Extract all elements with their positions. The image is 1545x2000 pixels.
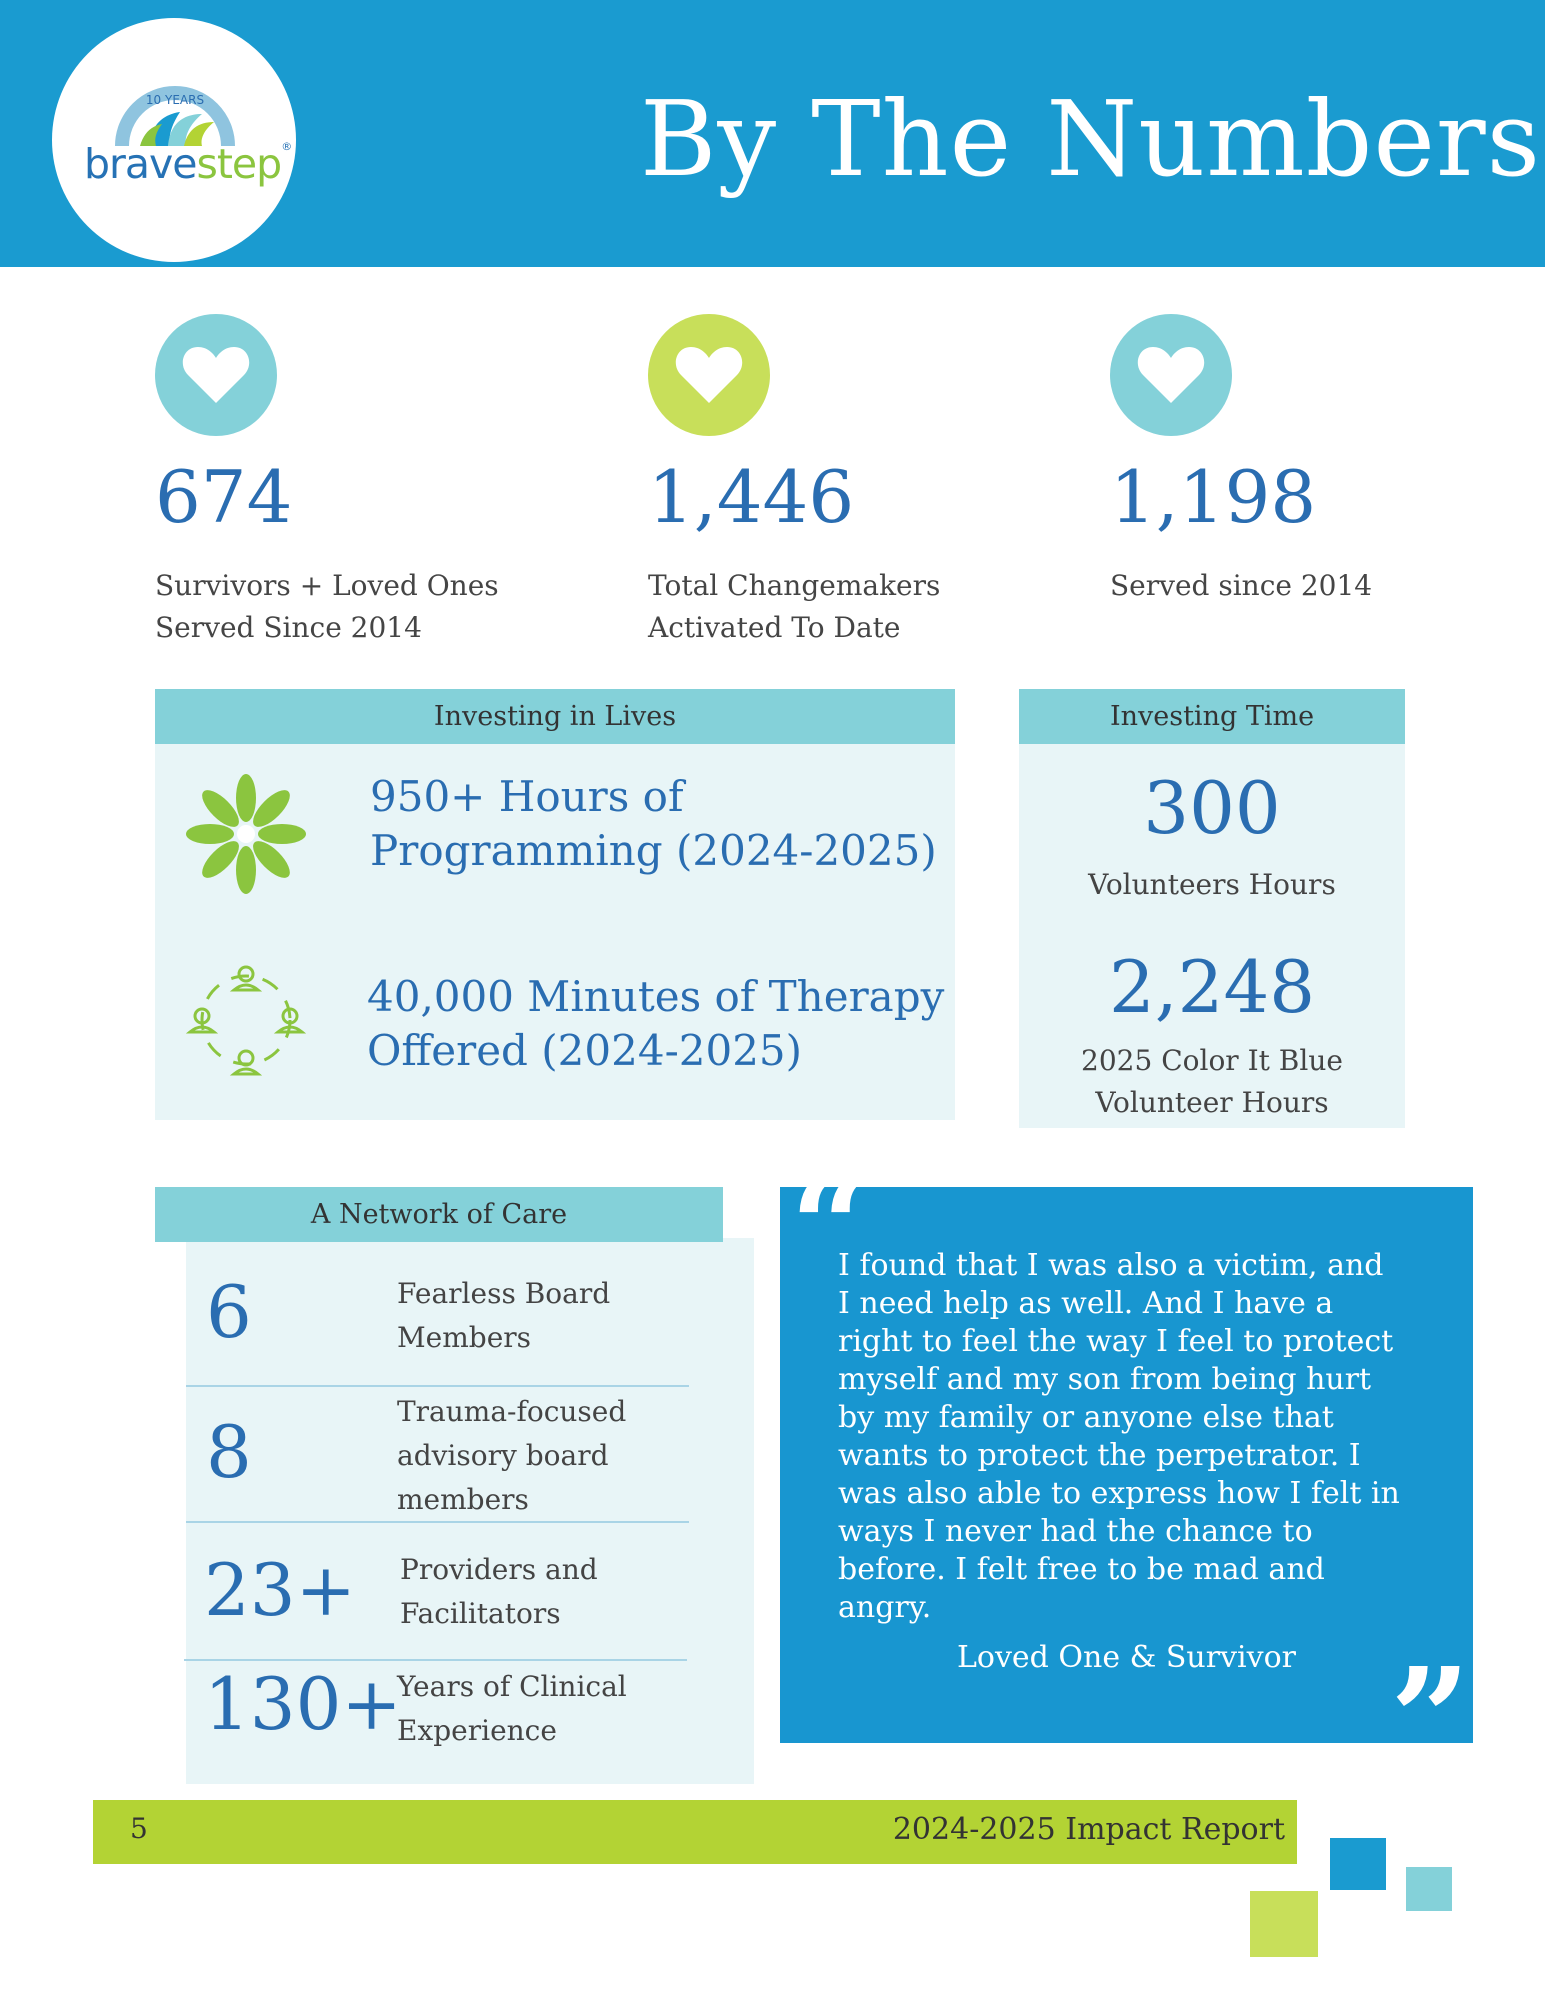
network-row-2-number: 8 (206, 1410, 252, 1494)
network-row-2-line2: advisory board (397, 1439, 609, 1472)
testimonial-text (838, 1247, 1418, 1627)
network-row-3-line1: Providers and (400, 1553, 598, 1586)
color-it-blue-label (1019, 1040, 1405, 1124)
network-row-4-line1: Years of Clinical (397, 1670, 627, 1703)
stat-1-label-line1: Survivors + Loved Ones (155, 569, 499, 602)
heart-icon (181, 343, 251, 407)
programming-hours-line2: Programming (2024-2025) (370, 826, 937, 875)
network-row-3-label (400, 1548, 598, 1636)
page-title: By The Numbers (640, 78, 1541, 200)
testimonial-line: by my family or anyone else that (838, 1400, 1334, 1435)
testimonial-line: ways I never had the chance to (838, 1514, 1313, 1549)
network-row-3-number: 23+ (204, 1548, 356, 1632)
network-row-1-line2: Members (397, 1321, 532, 1354)
network-heading: A Network of Care (155, 1187, 723, 1242)
group-circle-icon (184, 958, 308, 1082)
therapy-minutes-line2: Offered (2024-2025) (367, 1026, 803, 1075)
logo-wordmark (84, 140, 292, 188)
stat-3-label-line1: Served since 2014 (1110, 569, 1373, 602)
open-quote-icon: “ (790, 1146, 871, 1310)
heart-icon (1136, 343, 1206, 407)
close-quote-icon: ” (1390, 1638, 1471, 1802)
programming-hours-line1: 950+ Hours of (370, 772, 684, 821)
therapy-minutes-line1: 40,000 Minutes of Therapy (367, 972, 945, 1021)
color-it-blue-label-line2: Volunteer Hours (1095, 1086, 1329, 1119)
programming-hours-text (370, 770, 937, 878)
stat-1-label (155, 565, 499, 649)
volunteer-hours-number: 300 (1143, 766, 1281, 850)
logo-registered-mark: ® (281, 140, 292, 153)
stat-2-label-line2: Activated To Date (648, 611, 901, 644)
therapy-minutes-text (367, 970, 944, 1078)
page-number: 5 (130, 1812, 148, 1845)
testimonial-line: was also able to express how I felt in (838, 1476, 1400, 1511)
stat-1-icon-circle (155, 314, 277, 436)
decorative-square (1406, 1867, 1452, 1911)
stat-1-label-line2: Served Since 2014 (155, 611, 422, 644)
network-row-1-number: 6 (206, 1270, 252, 1354)
testimonial-line: angry. (838, 1590, 932, 1625)
stat-2-icon-circle (648, 314, 770, 436)
logo-word-brave: brave (84, 140, 197, 188)
network-row-1-line1: Fearless Board (397, 1277, 611, 1310)
color-it-blue-number: 2,248 (1108, 945, 1316, 1029)
flower-icon (184, 772, 308, 896)
stat-2-label (648, 565, 940, 649)
network-row-4-number: 130+ (204, 1662, 402, 1746)
stat-2-number: 1,446 (648, 455, 855, 539)
testimonial-line: I need help as well. And I have a (838, 1286, 1334, 1321)
footer-report-title: 2024-2025 Impact Report (892, 1812, 1285, 1847)
decorative-square (1330, 1838, 1386, 1890)
network-row-4-line2: Experience (397, 1714, 557, 1747)
volunteer-hours-label: Volunteers Hours (1088, 868, 1336, 901)
color-it-blue-label-line1: 2025 Color It Blue (1081, 1044, 1343, 1077)
stat-1-number: 674 (155, 455, 293, 539)
heart-icon (674, 343, 744, 407)
network-row-2-line1: Trauma-focused (397, 1395, 627, 1428)
logo-word-step: step (196, 140, 282, 188)
investing-time-heading: Investing Time (1019, 689, 1405, 744)
logo-badge-text: 10 YEARS (145, 93, 205, 107)
stat-3-number: 1,198 (1110, 455, 1317, 539)
testimonial-line: right to feel the way I feel to protect (838, 1324, 1394, 1359)
network-row-1-label (397, 1272, 610, 1360)
network-row-2-line3: members (397, 1483, 529, 1516)
stat-2-label-line1: Total Changemakers (648, 569, 941, 602)
network-divider (186, 1521, 689, 1523)
network-row-4-label (397, 1665, 627, 1753)
testimonial-attribution: Loved One & Survivor (957, 1640, 1296, 1675)
testimonial-line: wants to protect the perpetrator. I (838, 1438, 1361, 1473)
testimonial-line: before. I felt free to be mad and (838, 1552, 1325, 1587)
decorative-square (1250, 1891, 1318, 1957)
stat-3-label (1110, 565, 1372, 607)
network-row-3-line2: Facilitators (400, 1597, 561, 1630)
network-divider (184, 1659, 687, 1661)
testimonial-line: I found that I was also a victim, and (838, 1248, 1384, 1283)
network-divider (186, 1385, 689, 1387)
network-row-2-label (397, 1390, 626, 1522)
investing-lives-heading: Investing in Lives (155, 689, 955, 744)
testimonial-line: myself and my son from being hurt (838, 1362, 1372, 1397)
stat-3-icon-circle (1110, 314, 1232, 436)
